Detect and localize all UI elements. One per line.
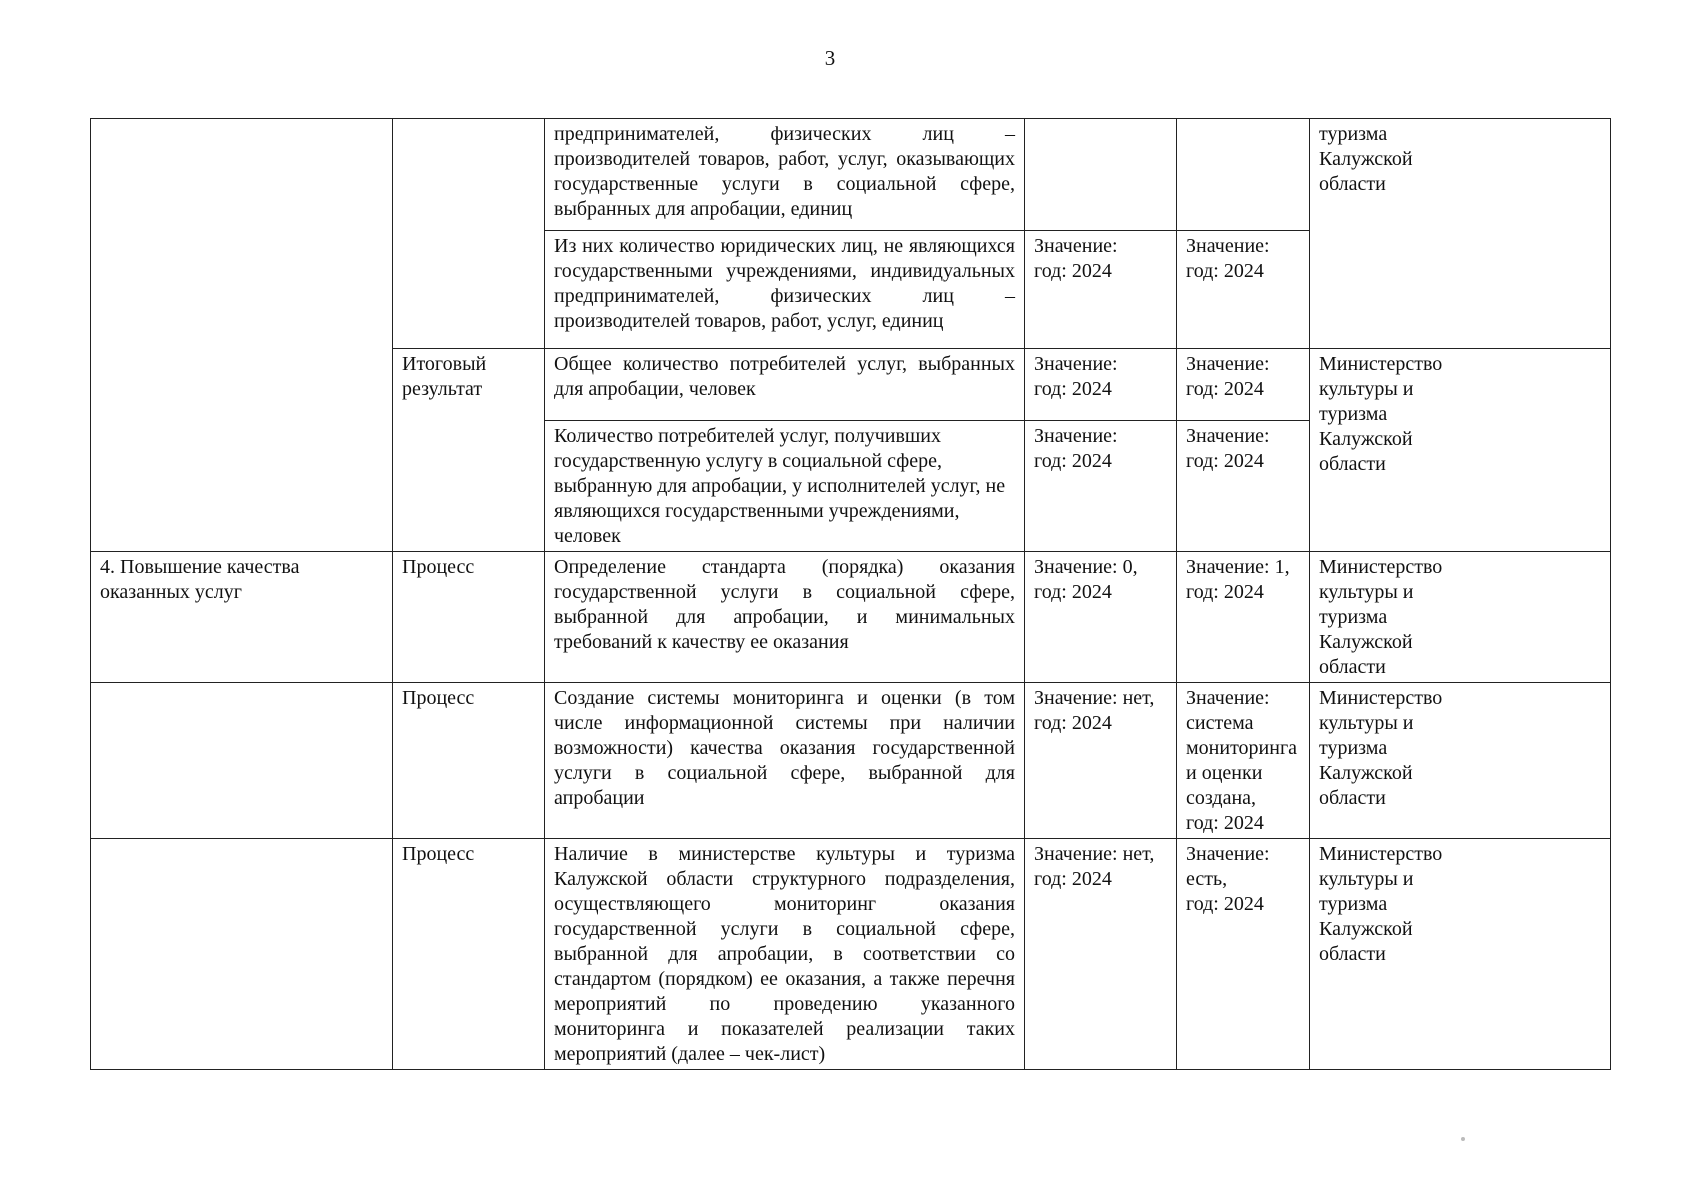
target-value-cell: Значение: есть, год: 2024 [1177,839,1310,1070]
indicator-cell: Наличие в министерстве культуры и туризма Калужской области структурного подразделения, осуществляющего мониторинг оказания государственной услуги в социальной сфере, выбранной для апробации, в соответствии со стандартом (порядком) ее оказания, а также перечня мероприятий по проведению указанного мониторинга и показателей реализации таких мероприятий (далее – чек-лист) [545,839,1025,1070]
responsible-cell: Министерство культуры и туризма Калужской области [1310,552,1611,683]
start-value-cell: Значение: год: 2024 [1025,231,1177,349]
start-value-cell: Значение: год: 2024 [1025,421,1177,552]
start-value-cell: Значение: год: 2024 [1025,349,1177,421]
table-row [91,119,1611,231]
start-value-cell: Значение: нет, год: 2024 [1025,839,1177,1070]
responsible-cell: туризма Калужской области [1310,119,1611,349]
responsible-cell: Министерство культуры и туризма Калужской области [1310,839,1611,1070]
indicator-cell: Количество потребителей услуг, получивших государственную услугу в социальной сфере, выбранную для апробации, у исполнителей услуг, не являющихся государственными учреждениями, человек [545,421,1025,552]
indicator-cell: Общее количество потребителей услуг, выбранных для апробации, человек [545,349,1025,421]
target-value-cell: Значение: год: 2024 [1177,349,1310,421]
indicator-cell: предпринимателей, физических лиц – производителей товаров, работ, услуг, оказывающих государственные услуги в социальной сфере, выбранных для апробации, единиц [545,119,1025,231]
task-cell [91,839,393,1070]
indicator-type-cell: Процесс [393,839,545,1070]
table-row [91,683,1611,839]
start-value-cell: Значение: 0, год: 2024 [1025,552,1177,683]
start-value-cell: Значение: нет, год: 2024 [1025,683,1177,839]
indicator-cell: Определение стандарта (порядка) оказания государственной услуги в социальной сфере, выбранной для апробации, и минимальных требований к качеству ее оказания [545,552,1025,683]
start-value-cell [1025,119,1177,231]
table-row [91,839,1611,1070]
indicator-type-cell: Процесс [393,683,545,839]
indicators-table [90,118,1611,1070]
type-cell-empty [393,119,545,349]
task-cell-empty [91,119,393,552]
indicator-cell: Создание системы мониторинга и оценки (в том числе информационной системы при наличии возможности) качества оказания государственной услуги в социальной сфере, выбранной для апробации [545,683,1025,839]
task-cell [91,683,393,839]
target-value-cell: Значение: год: 2024 [1177,231,1310,349]
scan-speck [1461,1137,1473,1149]
responsible-cell: Министерство культуры и туризма Калужской области [1310,349,1611,552]
page-number: 3 [824,46,836,70]
target-value-cell: Значение: 1, год: 2024 [1177,552,1310,683]
target-value-cell: Значение: система мониторинга и оценки создана, год: 2024 [1177,683,1310,839]
table-row [91,552,1611,683]
indicator-type-cell: Процесс [393,552,545,683]
indicator-cell: Из них количество юридических лиц, не являющихся государственными учреждениями, индивидуальных предпринимателей, физических лиц – производителей товаров, работ, услуг, единиц [545,231,1025,349]
indicator-type-cell: Итоговый результат [393,349,545,552]
target-value-cell [1177,119,1310,231]
task-cell: 4. Повышение качества оказанных услуг [91,552,393,683]
target-value-cell: Значение: год: 2024 [1177,421,1310,552]
responsible-cell: Министерство культуры и туризма Калужской области [1310,683,1611,839]
